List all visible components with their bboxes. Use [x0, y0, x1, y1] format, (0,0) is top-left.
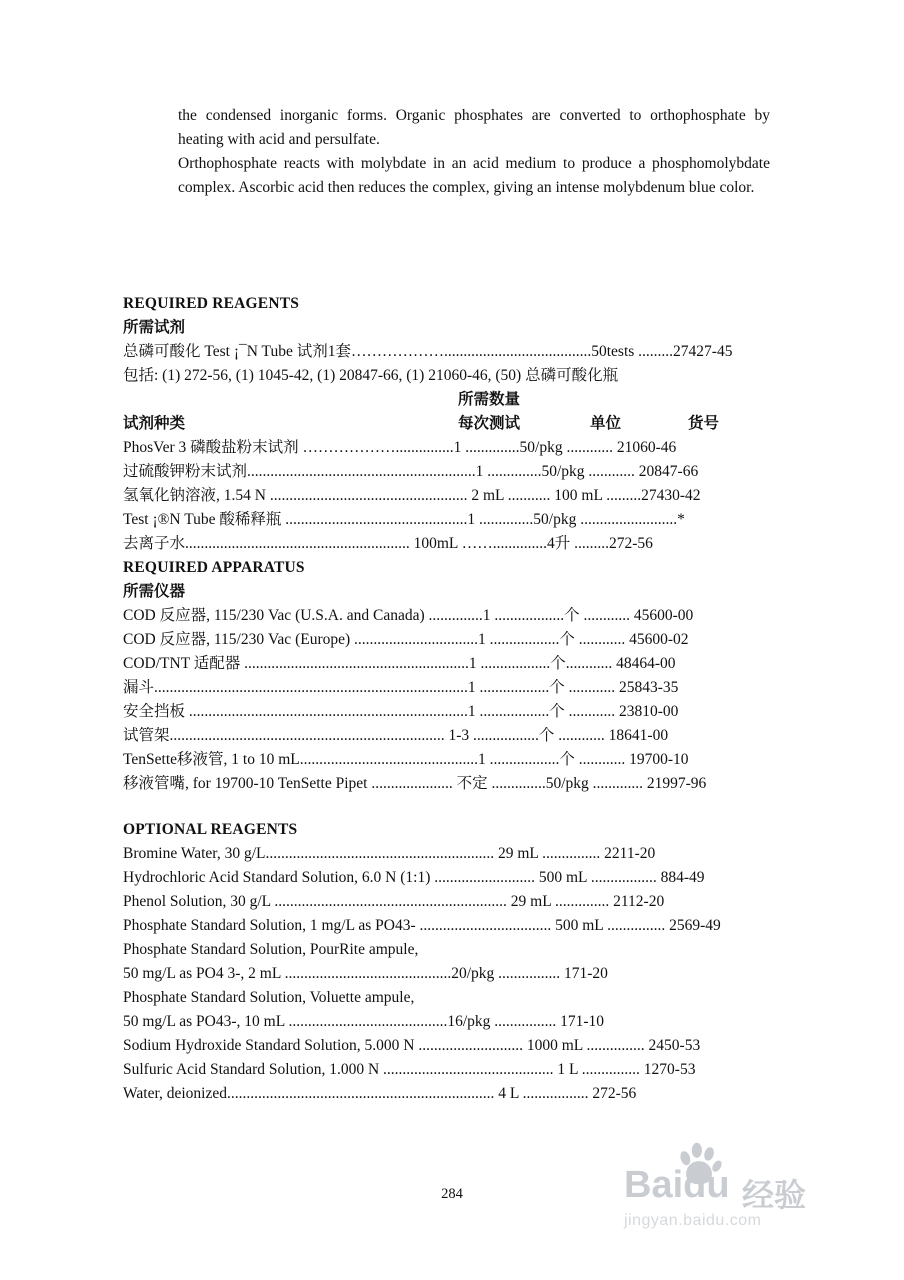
- intro-paragraphs: [178, 104, 770, 200]
- required-apparatus-heading-zh: 所需仪器: [123, 583, 186, 600]
- column-header-per-test: 每次测试: [458, 415, 521, 432]
- watermark-url-text: jingyan.baidu.com: [624, 1212, 762, 1229]
- intro-paragraph-2: Orthophosphate reacts with molybdate in an acid medium to produce a phosphomolybdate complex. Ascorbic acid then reduces the complex, giving an intense molybdenum blue color.: [178, 155, 770, 196]
- reagent-kit-line: 总磷可酸化 Test ¡¯N Tube 试剂1套………………......................................50tests .........27427-45: [123, 343, 733, 360]
- page-number: 284: [441, 1186, 463, 1202]
- required-apparatus-heading-en: REQUIRED APPARATUS: [123, 559, 305, 576]
- required-reagents-heading-zh: 所需试剂: [123, 319, 186, 336]
- optional-reagent-row: Bromine Water, 30 g/L........................................................... 29 mL ............... 2211-20: [123, 845, 656, 862]
- column-header-reagent-type: 试剂种类: [123, 415, 186, 432]
- apparatus-row: COD/TNT 适配器 ..........................................................1 ..................个............ 48464-00: [123, 655, 676, 672]
- watermark-logo-row: [624, 1148, 824, 1213]
- apparatus-row: COD 反应器, 115/230 Vac (Europe) ................................1 ..................个 ............ 45600-02: [123, 631, 689, 648]
- optional-reagent-row: Sulfuric Acid Standard Solution, 1.000 N ............................................ 1 L ............... 1270-53: [123, 1061, 696, 1078]
- column-header-unit: 单位: [590, 415, 622, 432]
- reagent-row: 过硫酸钾粉末试剂...........................................................1 ..............50/pkg ............ 20847-66: [123, 463, 699, 480]
- optional-reagent-row: 50 mg/L as PO4 3-, 2 mL ...........................................20/pkg ................ 171-20: [123, 965, 608, 982]
- required-reagents-heading-en: REQUIRED REAGENTS: [123, 295, 300, 312]
- watermark-brand-zh-text: 经验: [742, 1177, 807, 1213]
- reagent-includes-line: 包括: (1) 272-56, (1) 1045-42, (1) 20847-66, (1) 21060-46, (50) 总磷可酸化瓶: [123, 367, 619, 384]
- quantity-required-header: 所需数量: [458, 391, 521, 408]
- optional-reagent-row: Hydrochloric Acid Standard Solution, 6.0 N (1:1) .......................... 500 mL ................. 884-49: [123, 869, 705, 886]
- apparatus-row: TenSette移液管, 1 to 10 mL..............................................1 ..................个 ............ 19700-10: [123, 751, 689, 768]
- apparatus-row: 试管架....................................................................... 1-3 .................个 ............ 18641-00: [123, 727, 669, 744]
- optional-reagent-row: Phosphate Standard Solution, Voluette ampule,: [123, 989, 415, 1006]
- optional-reagent-row: Phosphate Standard Solution, PourRite ampule,: [123, 941, 419, 958]
- apparatus-row: 移液管嘴, for 19700-10 TenSette Pipet ..................... 不定 ..............50/pkg ............. 21997-96: [123, 775, 707, 792]
- baidu-jingyan-watermark: [624, 1148, 824, 1230]
- optional-reagent-row: 50 mg/L as PO43-, 10 mL .........................................16/pkg ................ 171-10: [123, 1013, 605, 1030]
- reagent-row: 氢氧化钠溶液, 1.54 N ................................................... 2 mL ........... 100 mL .........27430-42: [123, 487, 701, 504]
- apparatus-row: 漏斗.................................................................................1 ..................个 ............ 25843-35: [123, 679, 679, 696]
- apparatus-row: COD 反应器, 115/230 Vac (U.S.A. and Canada) ..............1 ..................个 ............ 45600-00: [123, 607, 694, 624]
- reagent-row: PhosVer 3 磷酸盐粉末试剂 ………………...............1 ..............50/pkg ............ 21060-46: [123, 439, 677, 456]
- watermark-brand-text: Baidu: [624, 1164, 730, 1206]
- document-body: [123, 292, 771, 1106]
- reagent-row: Test ¡®N Tube 酸稀释瓶 ...............................................1 ..............50/pkg .........................*: [123, 511, 685, 528]
- section-gap: [123, 796, 771, 818]
- optional-reagent-row: Phenol Solution, 30 g/L ............................................................ 29 mL .............. 2112-20: [123, 893, 665, 910]
- column-header-cat-no: 货号: [688, 415, 720, 432]
- optional-reagent-row: Phosphate Standard Solution, 1 mg/L as PO43- .................................. 500 mL ............... 2569-49: [123, 917, 721, 934]
- intro-paragraph-1: the condensed inorganic forms. Organic phosphates are converted to orthophosphate by heating with acid and persulfate.: [178, 107, 770, 148]
- optional-reagent-row: Water, deionized..................................................................... 4 L ................. 272-56: [123, 1085, 637, 1102]
- reagent-row: 去离子水.......................................................... 100mL ……..............4升 .........272-56: [123, 535, 653, 552]
- apparatus-row: 安全挡板 ........................................................................1 ..................个 ............ 23810-00: [123, 703, 679, 720]
- optional-reagents-heading: OPTIONAL REAGENTS: [123, 821, 298, 838]
- optional-reagent-row: Sodium Hydroxide Standard Solution, 5.000 N ........................... 1000 mL ............... 2450-53: [123, 1037, 701, 1054]
- reagent-table-header: [123, 412, 771, 436]
